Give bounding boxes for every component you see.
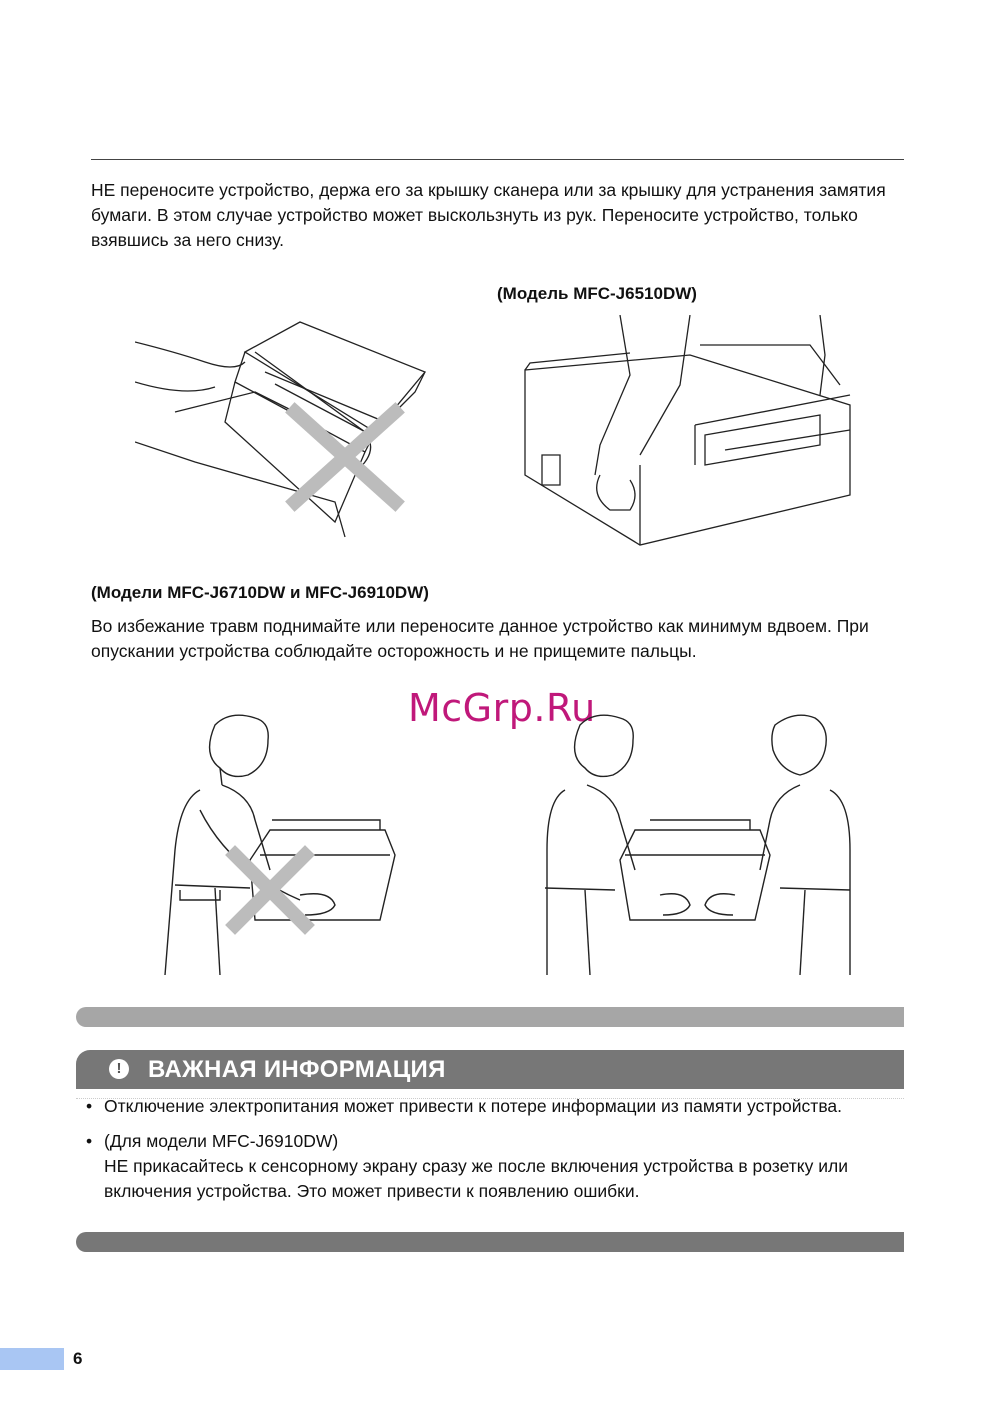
one-person-lift-illustration [160, 710, 405, 975]
watermark: McGrp.Ru [408, 686, 596, 730]
caption-model-6510: (Модель MFC-J6510DW) [497, 284, 697, 303]
notice-bottom-bar [76, 1232, 904, 1252]
two-person-lift-illustration [545, 710, 855, 975]
list-item [84, 1094, 904, 1119]
important-notice-list [84, 1094, 904, 1214]
list-item [84, 1129, 904, 1204]
important-notice-header [76, 1050, 904, 1089]
notice-item-text: Отключение электропитания может привести к потере информации из памяти устройства. [104, 1096, 843, 1116]
warning-paragraph: НЕ переносите устройство, держа его за крышку сканера или за крышку для устранения замятия бумаги. В этом случае устройство может выскользнуть из рук. Переносите устройство, только взявшись за него снизу. [91, 180, 886, 250]
top-rule [91, 159, 904, 160]
caption-models-6710-6910: (Модели MFC-J6710DW и MFC-J6910DW) [91, 583, 429, 602]
exclamation-icon: ! [109, 1059, 129, 1079]
notice-item-model: • (Для модели MFC-J6910DW) [104, 1131, 339, 1151]
page-tab-marker [0, 1348, 64, 1370]
notice-top-bar [76, 1007, 904, 1027]
page-number: 6 [73, 1349, 83, 1368]
correct-carry-illustration [520, 315, 865, 550]
wrong-carry-illustration [135, 312, 435, 542]
important-notice-title: ВАЖНАЯ ИНФОРМАЦИЯ [148, 1056, 446, 1083]
notice-item-text: НЕ прикасайтесь к сенсорному экрану сразу же после включения устройства в розетку или включения устройства. Это может привести к появлению ошибки. [104, 1156, 849, 1201]
lift-paragraph: Во избежание травм поднимайте или переносите данное устройство как минимум вдвоем. При опускании устройства соблюдайте осторожность и не прищемите пальцы. [91, 616, 869, 661]
